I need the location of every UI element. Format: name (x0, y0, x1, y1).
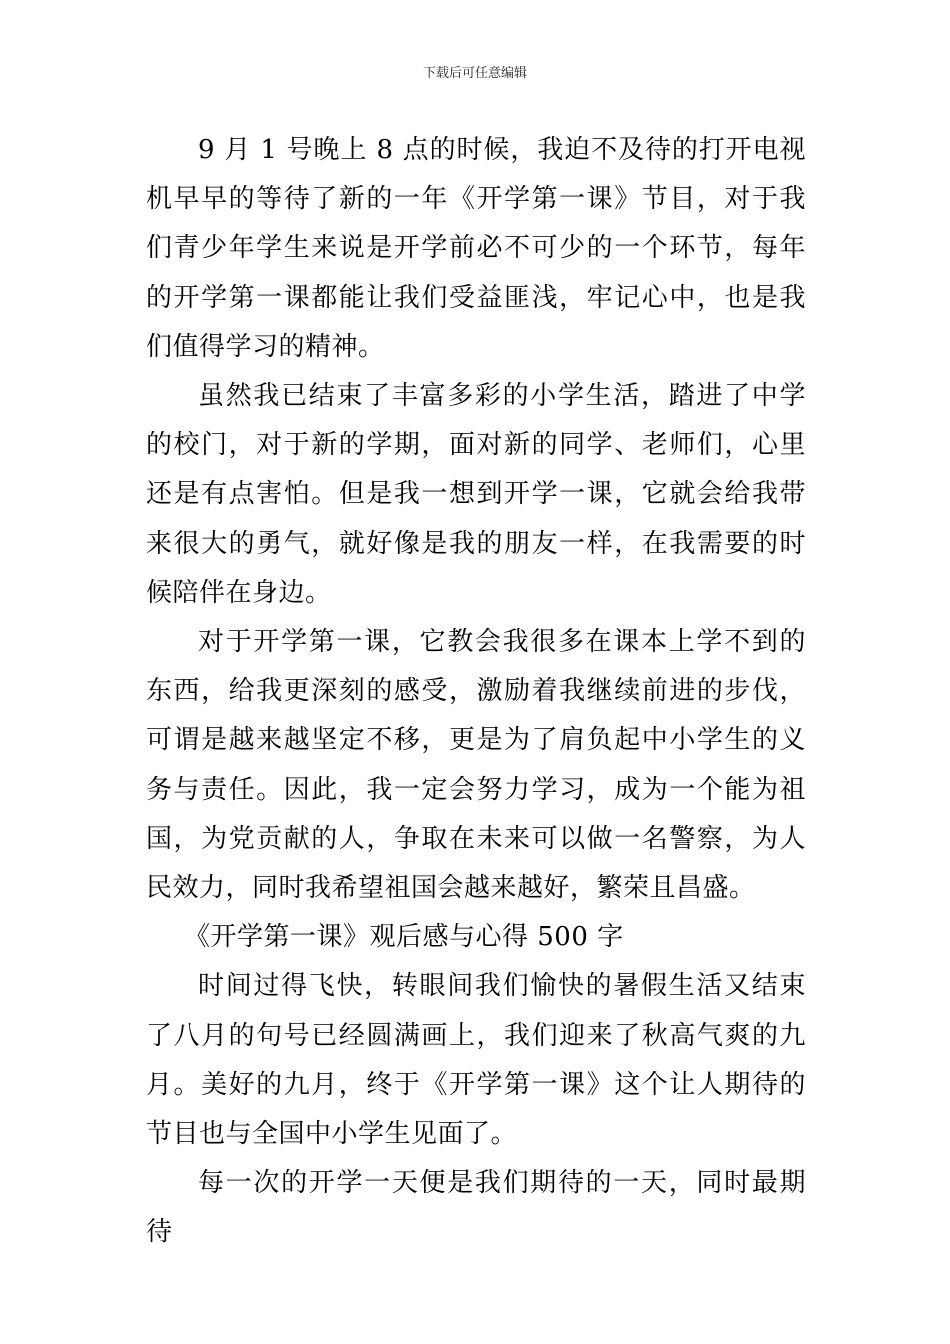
paragraph-3: 对于开学第一课，它教会我很多在课本上学不到的东西，给我更深刻的感受，激励着我继续前进的步伐，可谓是越来越坚定不移，更是为了肩负起中小学生的义务与责任。因此，我一定会努力学习，成为一个能为祖国，为党贡献的人，争取在未来可以做一名警察，为人民效力，同时我希望祖国会越来越好，繁荣且昌盛。 (146, 627, 806, 904)
paragraph-5: 每一次的开学一天便是我们期待的一天，同时最期待 (146, 1168, 806, 1248)
article-body (146, 126, 806, 1258)
paragraph-1: 9 月 1 号晚上 8 点的时候，我迫不及待的打开电视机早早的等待了新的一年《开学第一课》节目，对于我们青少年学生来说是开学前必不可少的一个环节，每年的开学第一课都能让我们受益匪浅，牢记心中，也是我们值得学习的精神。 (146, 135, 806, 362)
paragraph-4: 时间过得飞快，转眼间我们愉快的暑假生活又结束了八月的句号已经圆满画上，我们迎来了秋高气爽的九月。美好的九月，终于《开学第一课》这个让人期待的节目也与全国中小学生见面了。 (146, 971, 806, 1150)
article-subtitle: 《开学第一课》观后感与心得 500 字 (184, 922, 624, 953)
download-note: 下载后可任意编辑 (422, 66, 527, 81)
paragraph-2: 虽然我已结束了丰富多彩的小学生活，踏进了中学的校门，对于新的学期，面对新的同学、老师们，心里还是有点害怕。但是我一想到开学一课，它就会给我带来很大的勇气，就好像是我的朋友一样，在我需要的时候陪伴在身边。 (146, 381, 806, 608)
